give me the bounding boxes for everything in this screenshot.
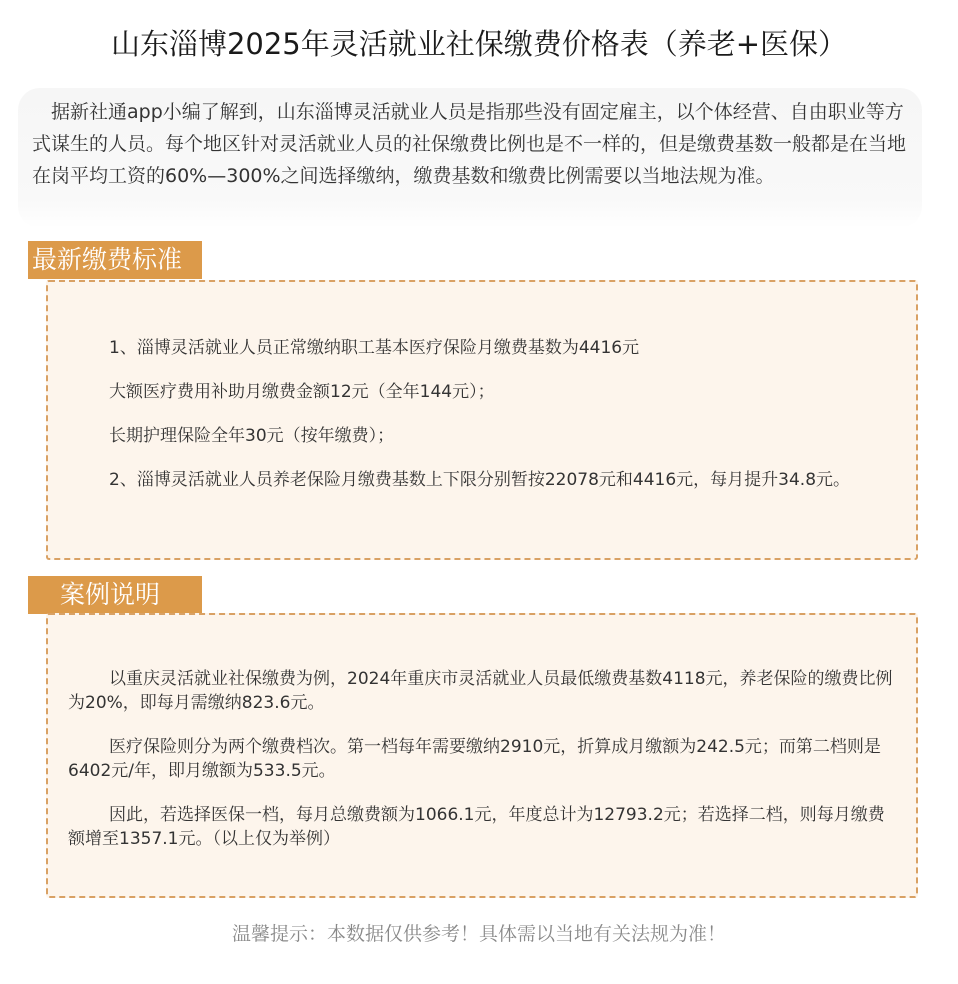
case-study-paragraph: 医疗保险则分为两个缴费档次。第一档每年需要缴纳2910元，折算成月缴额为242.5元；而第二档则是6402元/年，即月缴额为533.5元。 <box>68 737 881 781</box>
case-study-paragraph: 以重庆灵活就业社保缴费为例，2024年重庆市灵活就业人员最低缴费基数4118元，养老保险的缴费比例为20%，即每月需缴纳823.6元。 <box>68 669 893 713</box>
section-heading-case-study: 案例说明 <box>28 576 202 614</box>
intro-box <box>18 88 922 228</box>
case-study-box <box>46 613 918 898</box>
fee-standard-paragraph: 大额医疗费用补助月缴费金额12元（全年144元）； <box>109 382 495 402</box>
fee-standard-paragraph: 2、淄博灵活就业人员养老保险月缴费基数上下限分别暂按22078元和4416元，每月提升34.8元。 <box>109 470 851 490</box>
footer-tip: 温馨提示：本数据仅供参考！具体需以当地有关法规为准！ <box>231 923 726 945</box>
fee-standard-paragraph: 长期护理保险全年30元（按年缴费）； <box>109 426 395 446</box>
intro-text: 据新社通app小编了解到，山东淄博灵活就业人员是指那些没有固定雇主，以个体经营、自由职业等方式谋生的人员。每个地区针对灵活就业人员的社保缴费比例也是不一样的，但是缴费基数一般都是在当地在岗平均工资的60%—300%之间选择缴纳，缴费基数和缴费比例需要以当地法规为准。 <box>32 101 907 187</box>
fee-standard-paragraph: 1、淄博灵活就业人员正常缴纳职工基本医疗保险月缴费基数为4416元 <box>109 338 640 358</box>
page-title: 山东淄博2025年灵活就业社保缴费价格表（养老+医保） <box>110 27 848 61</box>
case-study-paragraph: 因此，若选择医保一档，每月总缴费额为1066.1元，年度总计为12793.2元；若选择二档，则每月缴费额增至1357.1元。（以上仅为举例） <box>68 805 885 849</box>
section-heading-fee-standard: 最新缴费标准 <box>28 241 202 279</box>
fee-standard-box <box>46 280 918 560</box>
